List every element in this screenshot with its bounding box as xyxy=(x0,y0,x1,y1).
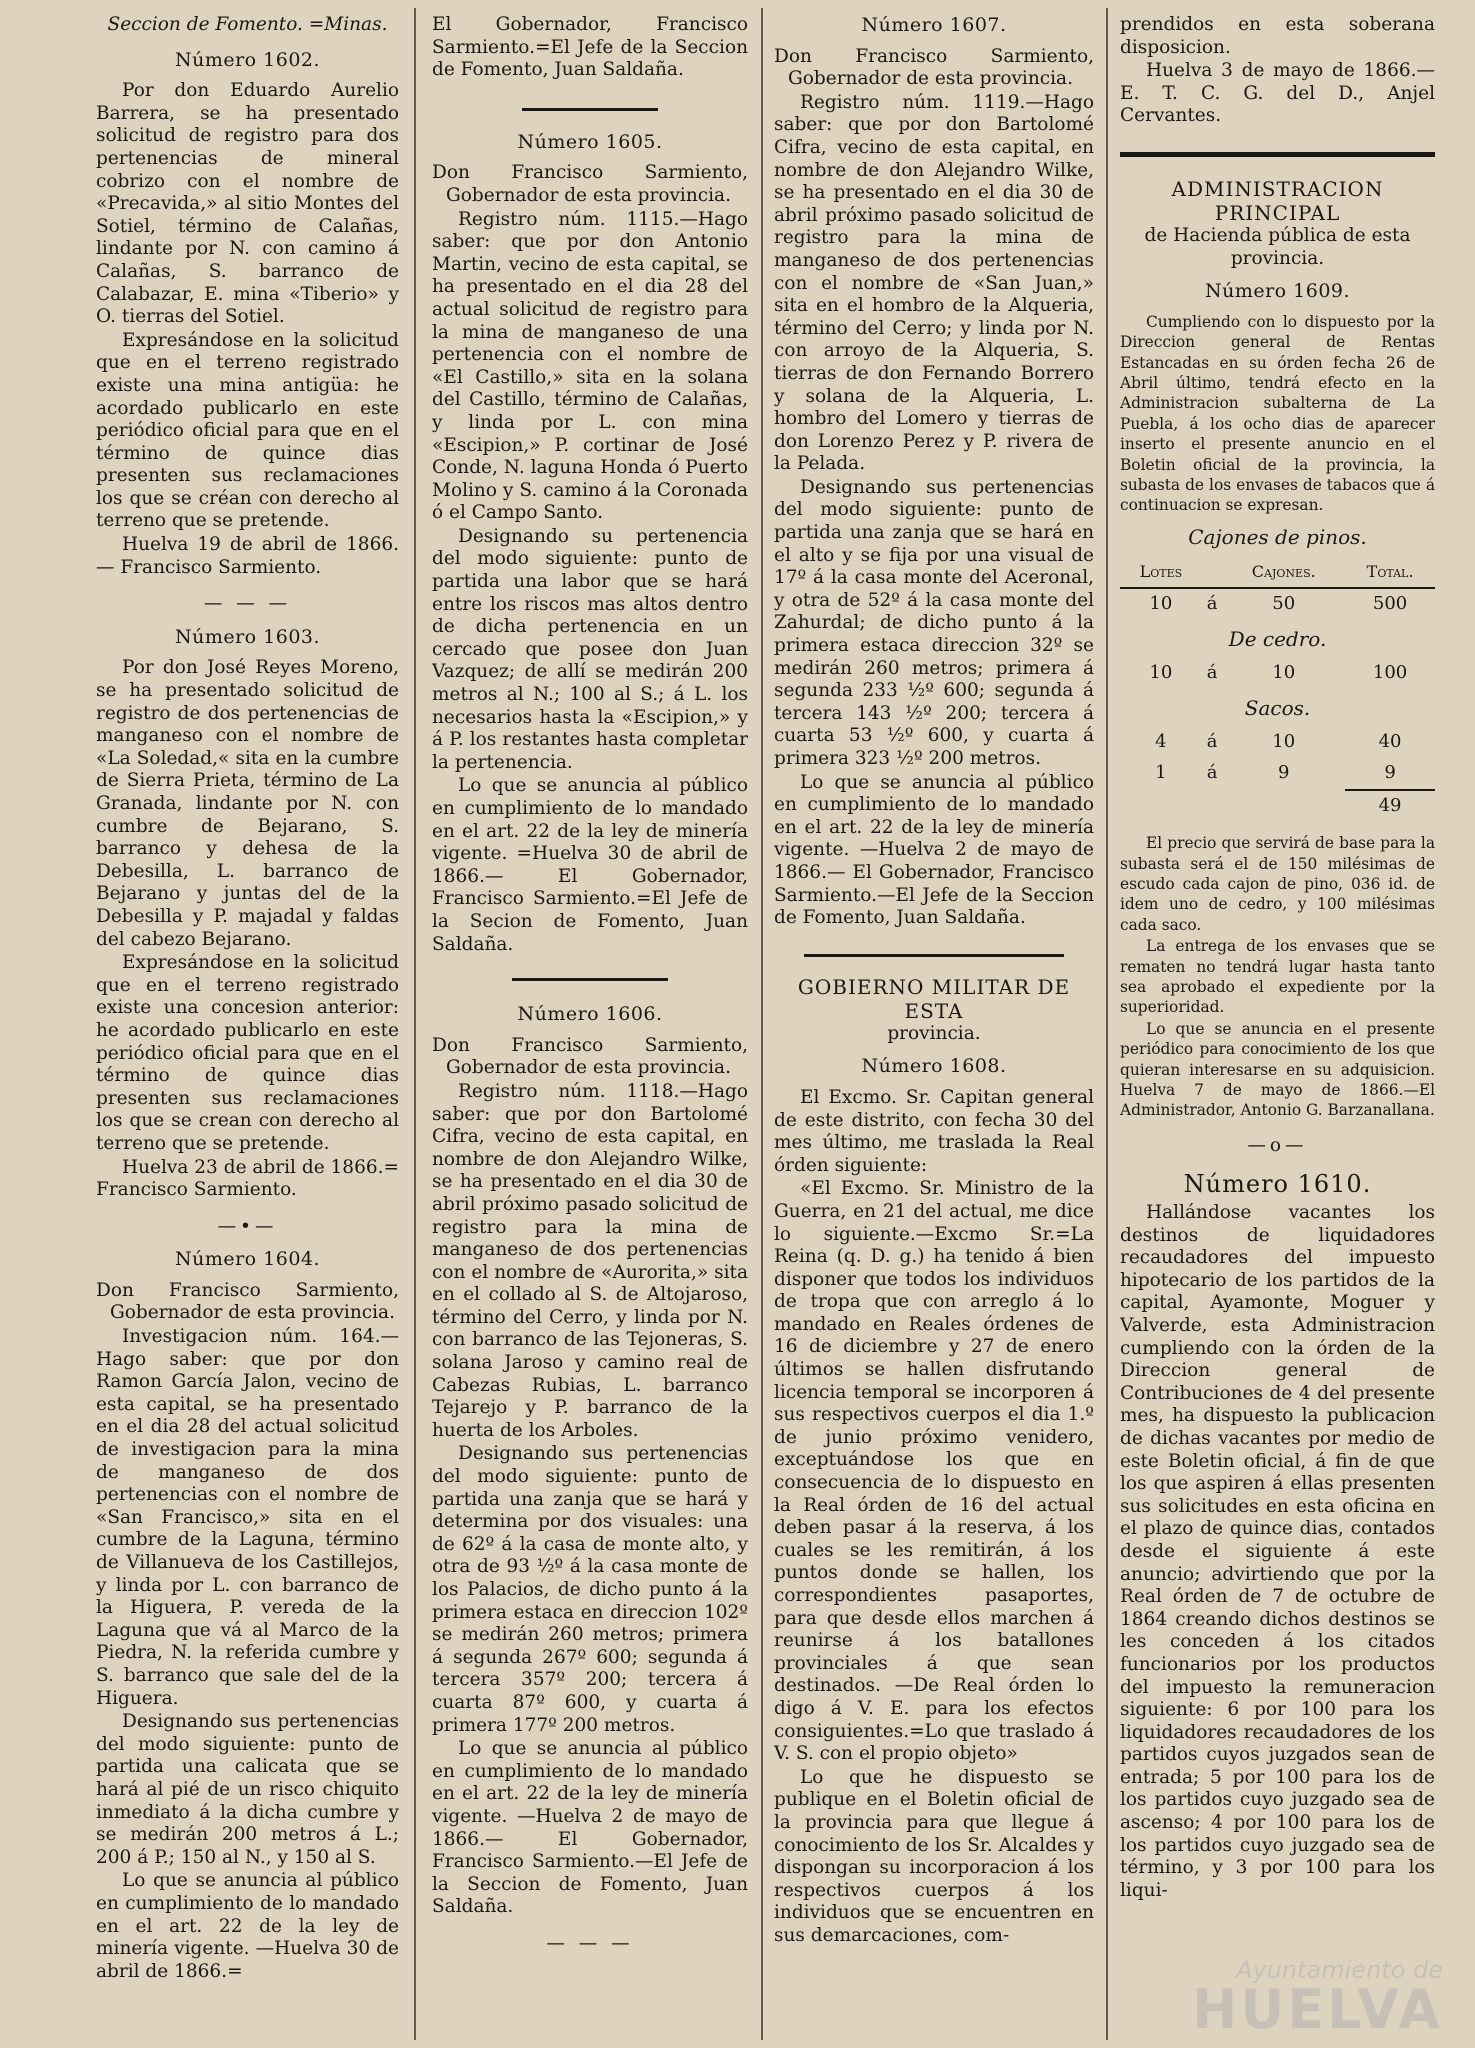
column-divider xyxy=(1106,8,1108,2040)
table-caption: De cedro. xyxy=(1228,626,1327,651)
paragraph: Lo que se anuncia al público en cumplimiento de lo mandado en el art. 22 de la ley de minería vigente. —Huelva 2 de mayo de 1866.— El Gobernador, Francisco Sarmiento.—El Jefe de la Seccion de Fomento, Juan Saldaña. xyxy=(432,1738,748,1918)
section-subheading: de Hacienda pública de esta provincia. xyxy=(1144,224,1411,269)
table-cell: 9 xyxy=(1384,761,1396,783)
table-cell: 10 xyxy=(1149,593,1173,614)
table-cell: 10 xyxy=(1272,662,1296,684)
table-cell: á xyxy=(1206,662,1218,684)
paragraph: Lo que he dispuesto se publique en el Boletin oficial de la provincia para que llegue á conocimiento de los Sr. Alcaldes y dispongan su incorporacion á los respectivos cuerpos á los individuos que se encuentren en sus demarcaciones, com- xyxy=(774,1766,1094,1946)
notice-heading: Don Francisco Sarmiento, Gobernador de esta provincia. xyxy=(432,1034,748,1079)
section-subheading: provincia. xyxy=(887,1022,981,1044)
table-header: Lotes xyxy=(1120,558,1202,588)
paragraph: Lo que se anuncia en el presente periódico para conocimiento de los que quieran interesarse en su adquisicion. Huelva 7 de mayo de 1866.—El Administrador, Antonio G. Barzanallana. xyxy=(1120,1019,1435,1120)
paragraph: Registro núm. 1115.—Hago saber: que por don Antonio Martin, vecino de esta capital, se ha presentado en el dia 28 del actual solicitud de registro para la mina de manganeso de una pertenencia con el nombre de «El Castillo,» sita en la solana del Castillo, término de Calañas, y linda por L. con mina «Escipion,» P. cortinar de José Conde, N. laguna Honda ó Puerto Molino y S. camino á la Coronada ó el Campo Santo. xyxy=(432,208,748,524)
paragraph: Registro núm. 1119.—Hago saber: que por don Bartolomé Cifra, vecino de esta capital, en nombre de don Alejandro Wilke, se ha presentado en el dia 30 de abril próximo pasado solicitud de registro para la mina de manganeso de dos pertenencias con el nombre de «San Juan,» sita en el hombro de la Alqueria, término del Cerro; y linda por N. con arroyo de la Alqueria, S. tierras de don Fernando Borrero y solana de la Alqueria, L. hombro del Lomero y tierras de don Lorenzo Perez y P. rivera de la Pelada. xyxy=(774,91,1094,475)
table-header: Cajones. xyxy=(1222,558,1345,588)
paragraph: Lo que se anuncia al público en cumplimiento de lo mandado en el art. 22 de la ley de minería vigente. —Huelva 2 de mayo de 1866.— El Gobernador, Francisco Sarmiento.—El Jefe de la Seccion de Fomento, Juan Saldaña. xyxy=(774,771,1094,929)
column-1 xyxy=(96,14,399,2038)
table-cell: 500 xyxy=(1372,593,1408,614)
column-3 xyxy=(774,14,1094,2038)
paragraph: Designando sus pertenencias del modo siguiente: punto de partida una zanja que se hará en el alto y se fija por una visual de 17º á la casa monte del Aceronal, y otra de 52º á la casa monte del Zahurdal; de dicho punto á la primera estaca direccion 32º se medirán 260 metros; primera á segunda 233 ½º 600; segunda á tercera 143 ½º 200; tercera á cuarta 53 ½º 600, y cuarta á primera 323 ½º 200 metros. xyxy=(774,476,1094,769)
column-divider xyxy=(761,8,763,2040)
table-row xyxy=(1120,758,1435,790)
table-cell: á xyxy=(1206,731,1218,753)
notice-number: Número 1607. xyxy=(861,14,1007,36)
paragraph: Registro núm. 1118.—Hago saber: que por don Bartolomé Cifra, vecino de esta capital, en nombre de don Alejandro Wilke, se ha presentado en el dia 30 de abril próximo pasado solicitud de registro para la mina de manganeso de dos pertenencias con el nombre de «Aurorita,» sita en el collado al S. de Altojaroso, término del Cerro, y linda por N. con barranco de las Tejoneras, S. solana Jaroso y camino real de Cabezas Rubias, L. barranco Tejarejo y P. barranco de la huerta de los Arboles. xyxy=(432,1080,748,1441)
notice-heading: Don Francisco Sarmiento, Gobernador de esta provincia. xyxy=(432,162,748,206)
paragraph: Por don Eduardo Aurelio Barrera, se ha presentado solicitud de registro para dos pertenencias de mineral cobrizo con el nombre de «Precavida,» al sitio Montes del Sotiel, término de Calañas, lindante por N. con camino á Calañas, S. barranco de Calabazar, E. mina «Tiberio» y O. tierras del Sotiel. xyxy=(96,80,399,328)
watermark-logo xyxy=(1192,1956,1443,2041)
table-total: 49 xyxy=(1345,790,1435,822)
paragraph: Investigacion núm. 164.—Hago saber: que por don Ramon García Jalon, vecino de esta capital, se ha presentado en el dia 28 del actual solicitud de investigacion para la mina de manganeso de dos pertenencias con el nombre de «San Francisco,» sita en el cumbre de la Laguna, término de Villanueva de los Castillejos, y linda por L. con barranco de la Higuera, P. vereda de la Laguna que vá al Marco de la Piedra, N. la referida cumbre y S. barranco que sale del de la Higuera. xyxy=(96,1326,399,1709)
table-row xyxy=(1120,790,1435,822)
section-heading: ADMINISTRACION PRINCIPAL xyxy=(1171,176,1384,225)
paragraph: El precio que servirá de base para la subasta será el de 150 milésimas de escudo cada cajon de pino, 036 id. de idem uno de cedro, y 100 milésimas cada saco. xyxy=(1120,834,1435,934)
table-cell: 10 xyxy=(1272,731,1296,753)
table-row xyxy=(1120,588,1435,620)
separator: —o— xyxy=(1247,1134,1308,1156)
notice-number: Número 1609. xyxy=(1204,280,1351,303)
paragraph: «El Excmo. Sr. Ministro de la Guerra, en 21 del actual, me dice lo siguiente.—Excmo Sr.=La Reina (q. D. g.) ha tenido á bien disponer que todos los individuos de tropa que con arreglo á lo mandado en Reales órdenes de 16 de diciembre y 27 de enero últimos se hallen disfrutando licencia temporal se incorporen á sus respectivos cuerpos el dia 1.º de junio próximo venidero, exceptuándose los que en consecuencia de lo dispuesto en la Real órden de 16 del actual deben pasar á la reserva, á los cuales se les remitirán, á los puntos donde se hallen, los correspondientes pasaportes, para que desde ellos marchen á reunirse á los batallones provinciales á que sean destinados. —De Real órden lo digo á V. E. para los efectos consiguientes.=Lo que traslado á V. S. con el propio objeto» xyxy=(774,1178,1094,1765)
notice-number: Número 1603. xyxy=(174,625,321,648)
separator-rule xyxy=(512,978,668,981)
paragraph: El Gobernador, Francisco Sarmiento.=El Jefe de la Seccion de Fomento, Juan Saldaña. xyxy=(432,14,748,81)
notice-number: Número 1604. xyxy=(174,1248,321,1271)
table-row xyxy=(1120,727,1435,758)
signature: Huelva 3 de mayo de 1866.— E. T. C. G. del D., Anjel Cervantes. xyxy=(1120,60,1435,127)
table-header: Total. xyxy=(1345,558,1435,588)
signature: Huelva 23 de abril de 1866.= Francisco Sarmiento. xyxy=(96,1156,399,1201)
notice-number: Número 1605. xyxy=(517,130,663,153)
paragraph: La entrega de los envases que se rematen no tendrá lugar hasta tanto sea aprobado el expediente por la superioridad. xyxy=(1120,937,1435,1017)
separator-rule xyxy=(522,108,658,111)
separator: — — — xyxy=(203,593,292,615)
paragraph: Expresándose en la solicitud que en el terreno registrado existe una mina antigüa: he acordado publicarlo en este periódico oficial para que en el término de quince dias presenten sus reclamaciones los que se créan con derecho al terreno que se pretende. xyxy=(96,329,399,532)
paragraph: Expresándose en la solicitud que en el terreno registrado existe una concesion anterior: he acordado publicarlo en este periódico oficial para que en el término de quince dias presenten sus reclamaciones los que se crean con derecho al terreno que se pretende. xyxy=(96,952,399,1154)
column-2 xyxy=(432,14,748,2038)
table-cell: 40 xyxy=(1378,731,1402,753)
separator-rule xyxy=(1120,152,1435,157)
separator-rule xyxy=(804,954,1064,957)
paragraph: Designando sus pertenencias del modo siguiente: punto de partida una calicata que se hará al pié de un risco chiquito inmediato á la dicha cumbre y se medirán 200 metros á L.; 200 á P.; 150 al N., y 150 al S. xyxy=(96,1711,399,1868)
notice-number: Número 1608. xyxy=(861,1055,1007,1078)
table-cell: 4 xyxy=(1155,731,1167,753)
paragraph: Cumpliendo con lo dispuesto por la Direccion general de Rentas Estancadas en su órden fecha 26 de Abril último, tendrá efecto en la Administracion subalterna de La Puebla, á los ocho dias de aparecer inserto el presente anuncio en el Boletin oficial de la provincia, la subasta de los envases de tabacos que á continuacion se expresan. xyxy=(1120,312,1435,515)
table-caption: Cajones de pinos. xyxy=(1188,524,1367,549)
table-cell: á xyxy=(1206,762,1218,784)
table-cell: 100 xyxy=(1372,662,1408,684)
notice-heading: Don Francisco Sarmiento, Gobernador de esta provincia. xyxy=(774,45,1094,90)
notice-number: Número 1602. xyxy=(174,48,321,71)
paragraph: Lo que se anuncia al público en cumplimiento de lo mandado en el art. 22 de la ley de minería vigente. —Huelva 30 de abril de 1866.= xyxy=(96,1870,399,1982)
paragraph: Designando sus pertenencias del modo siguiente: punto de partida una zanja que se hará y determina por dos visuales: una de 62º á la casa de monte alto, y otra de 93 ½º á la casa monte de los Palacios, de dicho punto á la primera estaca en direccion 102º se medirán 260 metros; primera á segunda 267º 600; segunda á tercera 357º 200; tercera á cuarta 87º 600, y cuarta á primera 177º 200 metros. xyxy=(432,1443,748,1736)
table-cell: á xyxy=(1206,593,1218,614)
paragraph: Designando su pertenencia del modo siguiente: punto de partida una labor que se hará entre los riscos mas altos dentro de dicha pertenencia en un cercado que posee don Juan Vazquez; de allí se medirán 200 metros al N.; 100 al S.; á L. los necesarios hasta la «Escipion,» y á P. los restantes hasta completar la pertenencia. xyxy=(432,525,748,773)
envases-table xyxy=(1120,558,1435,821)
watermark-line: Ayuntamiento de xyxy=(1236,1956,1443,1984)
table-cell: 50 xyxy=(1272,593,1296,614)
table-row xyxy=(1120,658,1435,689)
paragraph: Hallándose vacantes los destinos de liquidadores recaudadores del impuesto hipotecario de los partidos de la capital, Ayamonte, Moguer y Valverde, esta Administracion cumpliendo con la órden de la Direccion general de Contribuciones de 4 del presente mes, ha dispuesto la publicacion de dichas vacantes por medio de este Boletin oficial, á fin de que los que aspiren á ellas presenten sus solicitudes en esta oficina en el plazo de quince dias, contados desde el siguiente á este anuncio; advirtiendo que por la Real órden de 7 de octubre de 1864 creando dichos destinos se les conceden á los citados funcionarios por los productos del impuesto la remuneracion siguiente: 6 por 100 para los liquidadores recaudadores de los partidos cuyos juzgados sean de entrada; 5 por 100 para los de los partidos cuyo juzgado sea de ascenso; 4 por 100 para los de los partidos cuyo juzgado sea de término, y 3 por 100 para los liqui- xyxy=(1120,1202,1435,1901)
separator: — — — xyxy=(546,1932,634,1954)
paragraph: Por don José Reyes Moreno, se ha presentado solicitud de registro de dos pertenencias de manganeso con el nombre de «La Soledad,« sita en la cumbre de Sierra Prieta, término de La Granada, lindante por N. con cumbre de Bejarano, S. barranco y dehesa de la Debesilla, L. barranco de Bejarano y juntas del de la Debesilla y P. majadal y faldas del cabezo Bejarano. xyxy=(96,657,399,950)
table-caption: Sacos. xyxy=(1244,695,1311,720)
column-divider xyxy=(414,8,416,2040)
notice-number: Número 1606. xyxy=(517,1003,663,1026)
separator: —•— xyxy=(217,1215,278,1237)
table-cell: 9 xyxy=(1278,762,1290,784)
section-heading: GOBIERNO MILITAR DE ESTA xyxy=(797,974,1071,1023)
paragraph: Lo que se anuncia al público en cumplimiento de lo mandado en el art. 22 de la ley de minería vigente. =Huelva 30 de abril de 1866.— El Gobernador, Francisco Sarmiento.=El Jefe de la Secion de Fomento, Juan Saldaña. xyxy=(432,775,748,955)
watermark-line: HUELVA xyxy=(1192,1978,1443,2041)
paragraph: prendidos en esta soberana disposicion. xyxy=(1120,14,1435,58)
table-cell: 1 xyxy=(1155,762,1167,784)
notice-heading: Don Francisco Sarmiento, Gobernador de esta provincia. xyxy=(96,1279,399,1324)
column-4 xyxy=(1120,14,1435,2038)
signature: Huelva 19 de abril de 1866.— Francisco Sarmiento. xyxy=(96,534,399,578)
notice-number: Número 1610. xyxy=(1183,1170,1372,1199)
paragraph: El Excmo. Sr. Capitan general de este distrito, con fecha 30 del mes último, me traslada la Real órden siguiente: xyxy=(774,1086,1094,1176)
section-title: Seccion de Fomento. =Minas. xyxy=(107,14,388,35)
table-cell: 10 xyxy=(1149,662,1173,684)
